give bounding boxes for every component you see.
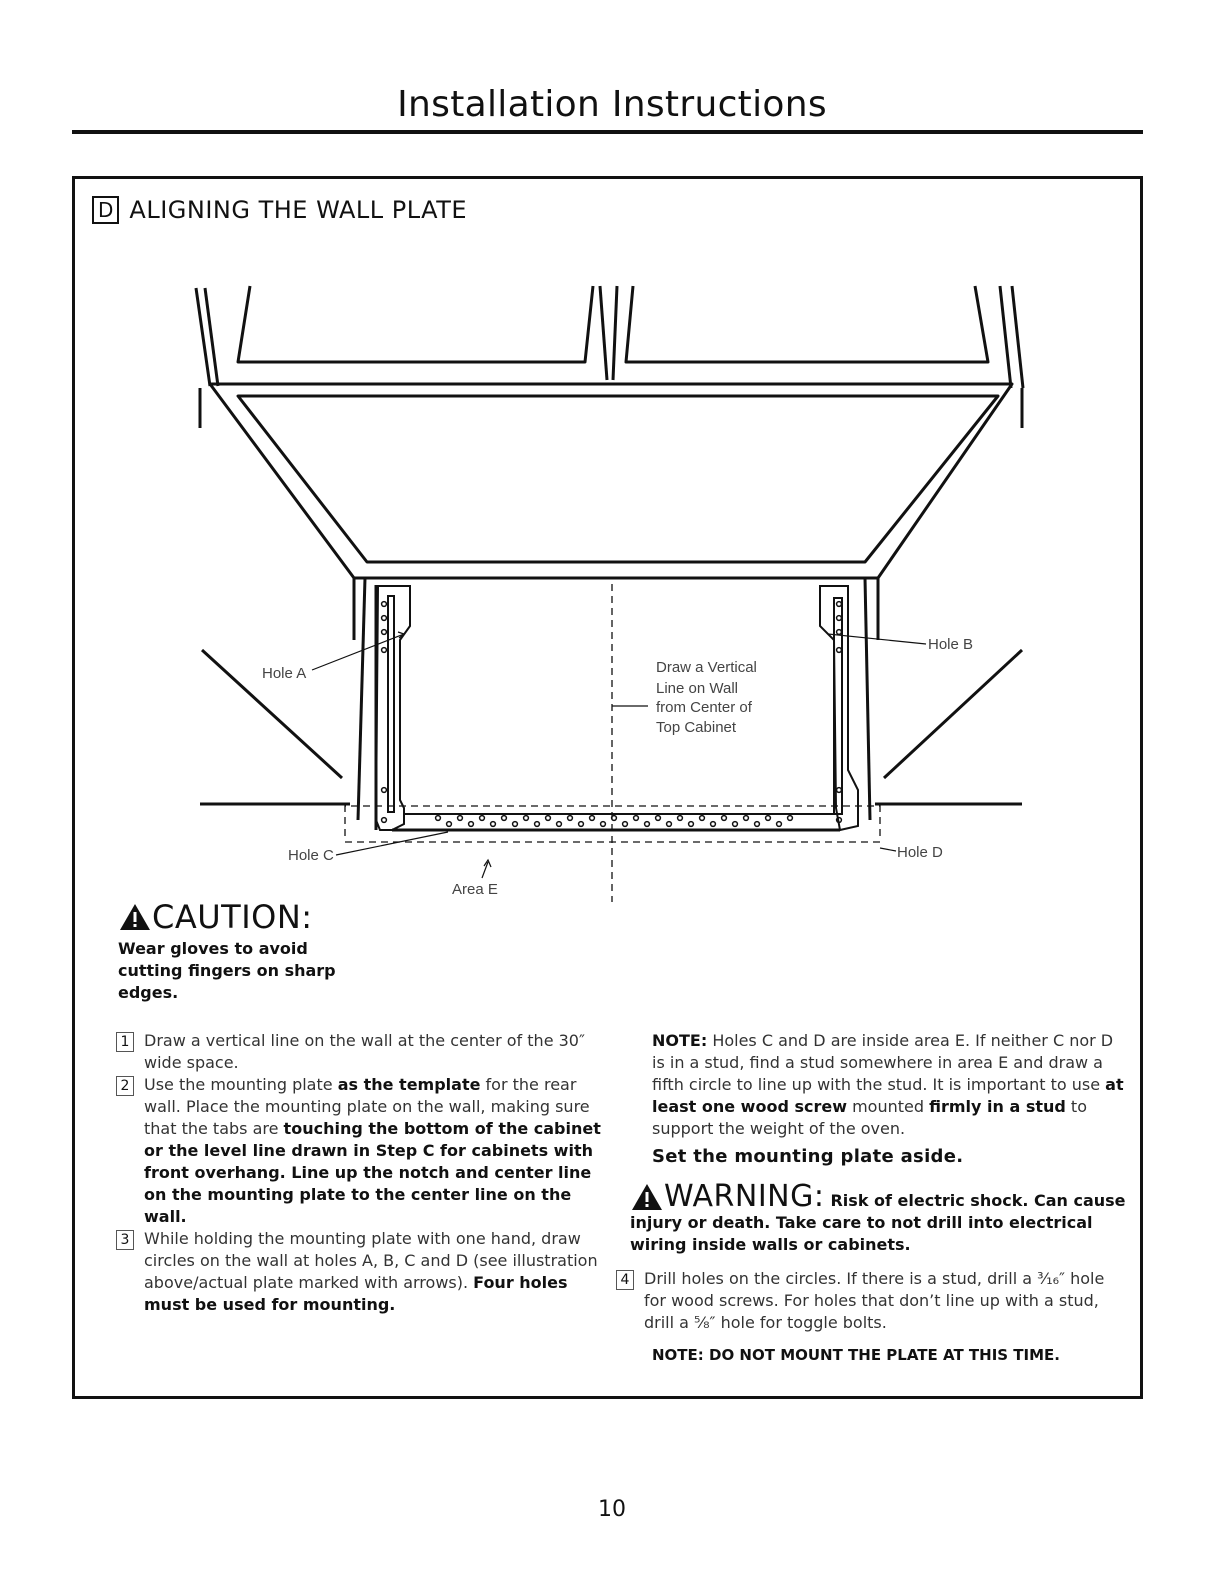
- plate-hole: [837, 616, 842, 621]
- page-title: Installation Instructions: [397, 84, 827, 125]
- label-area-e: Area E: [452, 881, 498, 898]
- page-number: 10: [598, 1497, 626, 1522]
- plate-hole: [535, 822, 540, 827]
- plate-hole: [667, 822, 672, 827]
- area-e-outline: [345, 584, 880, 902]
- upper-cabinet: [196, 286, 1023, 388]
- plate-hole: [579, 822, 584, 827]
- plate-hole: [788, 816, 793, 821]
- plate-hole: [447, 822, 452, 827]
- step-text: While holding the mounting plate with one hand, draw circles on the wall at holes A, B, C and D (see illustration above/actual plate marked with arrows). Four holes must be used for mounting.: [144, 1229, 598, 1314]
- plate-hole: [557, 822, 562, 827]
- plate-hole: [502, 816, 507, 821]
- step-1: [116, 1030, 606, 1074]
- niche-left: [354, 578, 376, 830]
- plate-hole: [382, 648, 387, 653]
- plate-hole: [837, 630, 842, 635]
- warning-lead: Risk of electric shock. Can cause: [830, 1191, 1126, 1210]
- plate-hole: [382, 616, 387, 621]
- plate-hole: [568, 816, 573, 821]
- caution-block: [118, 898, 358, 1004]
- warning-body: injury or death. Take care to not drill into electrical wiring inside walls or cabinets.: [630, 1213, 1093, 1254]
- plate-hole: [382, 630, 387, 635]
- caution-heading: CAUTION:: [152, 898, 313, 936]
- plate-hole: [491, 822, 496, 827]
- plate-hole: [689, 822, 694, 827]
- plate-hole: [480, 816, 485, 821]
- plate-hole: [711, 822, 716, 827]
- step-4: [616, 1268, 1126, 1334]
- warning-triangle-icon: [118, 902, 152, 932]
- step-2: [116, 1074, 606, 1228]
- wall-corners: [200, 650, 1022, 804]
- plate-hole: [777, 822, 782, 827]
- warning-triangle-icon: [630, 1182, 664, 1212]
- niche-right: [865, 578, 878, 820]
- plate-hole: [382, 788, 387, 793]
- plate-hole: [766, 816, 771, 821]
- label-center-line-2: Line on Wall: [656, 680, 738, 697]
- plate-hole: [744, 816, 749, 821]
- section-step-letter: D: [92, 196, 119, 224]
- warning-heading: WARNING:: [664, 1179, 825, 1214]
- plate-hole: [590, 816, 595, 821]
- plate-hole: [524, 816, 529, 821]
- plate-hole: [458, 816, 463, 821]
- plate-hole: [656, 816, 661, 821]
- plate-hole: [513, 822, 518, 827]
- label-hole-d: Hole D: [897, 844, 943, 861]
- plate-hole: [837, 648, 842, 653]
- step-text: Draw a vertical line on the wall at the center of the 30″ wide space.: [144, 1031, 585, 1072]
- step-3: [116, 1228, 606, 1316]
- plate-hole: [722, 816, 727, 821]
- plate-hole: [678, 816, 683, 821]
- label-hole-b: Hole B: [928, 636, 974, 653]
- plate-hole: [382, 602, 387, 607]
- plate-hole: [645, 822, 650, 827]
- steps-left-column: [116, 1030, 606, 1316]
- final-note: NOTE: DO NOT MOUNT THE PLATE AT THIS TIME.: [652, 1346, 1060, 1364]
- label-hole-c: Hole C: [288, 847, 334, 864]
- step-text: Drill holes on the circles. If there is a stud, drill a ³⁄₁₆″ hole for wood screws. For holes that don’t line up with a stud, drill a ⁵⁄₈″ hole for toggle bolts.: [644, 1269, 1105, 1332]
- cabinet-bottom: [200, 384, 1022, 578]
- plate-hole: [436, 816, 441, 821]
- section-title: ALIGNING THE WALL PLATE: [129, 196, 468, 224]
- plate-hole: [837, 788, 842, 793]
- plate-hole: [546, 816, 551, 821]
- plate-hole: [837, 602, 842, 607]
- plate-hole: [755, 822, 760, 827]
- step-number: 1: [116, 1032, 134, 1052]
- label-center-line-3: from Center of: [656, 699, 752, 716]
- label-center-line-4: Top Cabinet: [656, 719, 737, 736]
- plate-hole: [634, 816, 639, 821]
- step-text: Use the mounting plate as the template for the rear wall. Place the mounting plate on the wall, making sure that the tabs are touching the bottom of the cabinet or the level line drawn in Step C for cabinets with front overhang. Line up the notch and center line on the mounting plate to the center line on the wall.: [144, 1075, 601, 1226]
- plate-hole: [623, 822, 628, 827]
- plate-hole: [469, 822, 474, 827]
- step-number: 4: [616, 1270, 634, 1290]
- label-hole-a: Hole A: [262, 665, 307, 682]
- caution-text: Wear gloves to avoid cutting fingers on sharp edges.: [118, 939, 336, 1002]
- mounting-plate: [376, 586, 858, 830]
- holes-note: NOTE: Holes C and D are inside area E. If neither C nor D is in a stud, find a stud somewhere in area E and draw a fifth circle to line up with the stud. It is important to use at least one wood screw mounted firmly in a stud to support the weight of the oven.: [652, 1031, 1124, 1138]
- plate-hole: [601, 822, 606, 827]
- step-number: 3: [116, 1230, 134, 1250]
- step-number: 2: [116, 1076, 134, 1096]
- plate-hole: [700, 816, 705, 821]
- plate-hole: [733, 822, 738, 827]
- label-center-line-1: Draw a Vertical: [656, 659, 757, 676]
- set-aside-instruction: Set the mounting plate aside.: [652, 1146, 964, 1167]
- notes-right-column: [616, 1030, 1126, 1366]
- plate-hole: [382, 818, 387, 823]
- warning-block: [616, 1179, 1126, 1256]
